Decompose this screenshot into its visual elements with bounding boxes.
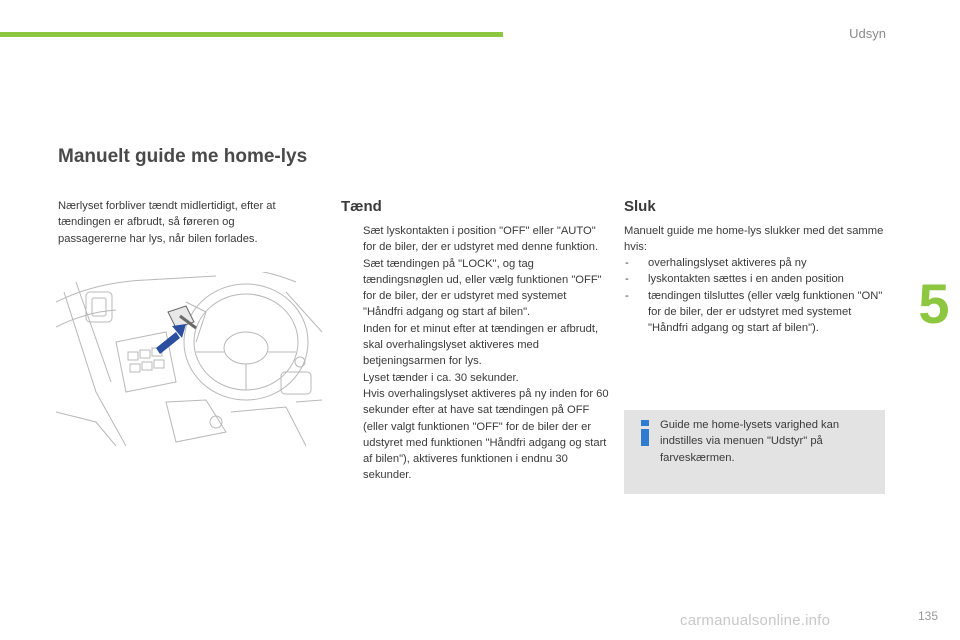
taend-note: Lyset tænder i ca. 30 sekunder. bbox=[363, 371, 519, 384]
list-item: Hvis overhalingslyset aktiveres på ny inden for 60 sekunder efter at have sat tændingen på OFF (eller valgt funktionen "OFF" for de biler der er udstyret med funktionen "Håndfri adgang og start af bilen"), aktiveres funktionen i endnu 30 sekunder. bbox=[363, 387, 609, 482]
list-item: Inden for et minut efter at tændingen er afbrudt, skal overhalingslyset aktiveres med betjeningsarmen for lys. Lyset tænder i ca. 30 sekunder. bbox=[363, 322, 599, 384]
info-box bbox=[624, 410, 885, 494]
sluk-heading: Sluk bbox=[624, 198, 656, 215]
watermark: carmanualsonline.info bbox=[680, 612, 831, 629]
sluk-list bbox=[624, 255, 886, 336]
section-name: Udsyn bbox=[849, 26, 886, 41]
info-icon bbox=[638, 420, 652, 446]
taend-heading: Tænd bbox=[341, 198, 382, 215]
sluk-intro: Manuelt guide me home-lys slukker med det samme hvis: bbox=[624, 225, 884, 254]
list-item: - lyskontakten sættes i en anden position bbox=[625, 273, 844, 286]
dashboard-illustration bbox=[56, 272, 322, 446]
list-item: Sæt lyskontakten i position "OFF" eller "AUTO" for de biler, der er udstyret med denne funktion. bbox=[363, 225, 599, 254]
list-item: - overhalingslyset aktiveres på ny bbox=[625, 257, 807, 269]
chapter-number: 5 bbox=[918, 272, 950, 335]
list-item: - tændingen tilsluttes (eller vælg funktionen "ON" for de biler, der er udstyret med systemet "Håndfri adgang og start af bilen"). bbox=[625, 289, 883, 335]
page-title: Manuelt guide me home-lys bbox=[58, 146, 308, 167]
page-number: 135 bbox=[917, 609, 938, 623]
accent-bar bbox=[0, 32, 503, 37]
info-text: Guide me home-lysets varighed kan indstilles via menuen "Udstyr" på farveskærmen. bbox=[660, 419, 840, 464]
taend-list bbox=[341, 223, 609, 484]
list-item: Sæt tændingen på "LOCK", og tag tændingsnøglen ud, eller vælg funktionen "OFF" for de biler, der er udstyret med systemet "Håndfri adgang og start af bilen". bbox=[363, 257, 602, 319]
intro-paragraph: Nærlyset forbliver tændt midlertidigt, efter at tændingen er afbrudt, så føreren og passagererne har lys, når bilen forlades. bbox=[58, 200, 276, 245]
